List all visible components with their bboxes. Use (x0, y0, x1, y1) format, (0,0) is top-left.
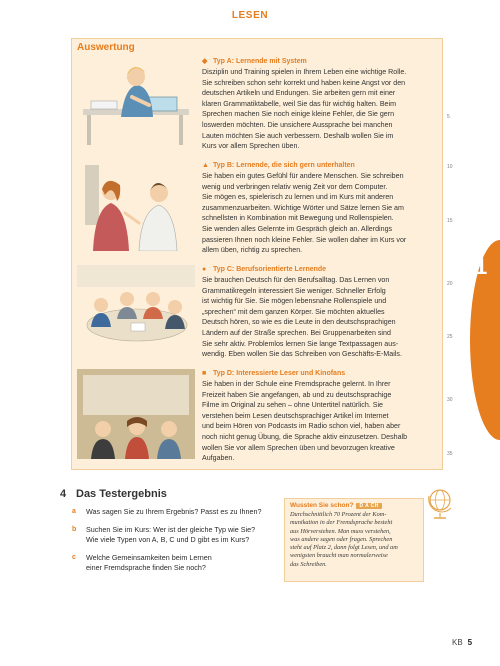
question-letter: b (72, 526, 77, 533)
panel-title: Auswertung (77, 42, 135, 53)
entry-text: Sie haben ein gutes Gefühl für andere Menschen. Sie schreiben wenig und verbringen relativ wenig Zeit vor dem Computer. Sie mögen es, spielerisch zu lernen und im Kurs mit anderen zusammenzuarbeiten. Wichtige Wörter und Sätze lernen Sie am schnellsten in Kombination mit Bewegung und Rollenspielen. Sie wenden alles Gelernte im Gespräch gleich an. Allerdings passieren Ihnen noch kleine Fehler. Sie wollen daher im Kurs vor allem üben, richtig zu sprechen. (202, 172, 407, 255)
entry-type-a (202, 57, 438, 152)
line-number: 5 (447, 114, 450, 120)
footer-label: KB (452, 638, 463, 647)
illustration-type-d (77, 369, 195, 459)
question-letter: a (72, 508, 76, 515)
line-number: 10 (447, 164, 453, 170)
entry-heading: ■ Typ D: Interessierte Leser und Kinofans (202, 370, 346, 377)
line-number: 20 (447, 281, 453, 287)
circle-icon: ● (202, 266, 207, 273)
illustration-type-c (77, 265, 195, 355)
line-number: 25 (447, 334, 453, 340)
page-number: 5 (467, 638, 473, 647)
entry-heading: ▲ Typ B: Lernende, die sich gern unterhalten (202, 162, 355, 169)
triangle-icon: ▲ (202, 162, 209, 169)
section-number: 4 (60, 488, 67, 500)
line-number: 30 (447, 397, 453, 403)
line-number: 35 (447, 451, 453, 457)
entry-heading: ● Typ C: Berufsorientierte Lernende (202, 266, 327, 273)
entry-text: Sie brauchen Deutsch für den Berufsalltag. Das Lernen von Grammatikregeln interessiert Sie weniger. Schneller Erfolg ist wichtig für Sie. Sie mögen lebensnahe Rollenspiele und „sprechen“ mit dem ganzen Körper. Sie möchten aktuelles Deutsch hören, so wie es die Leute in den deutschsprachigen Ländern auf der Straße sprechen. Bei Gruppenarbeiten sind Sie sehr aktiv. Problemlos lernen Sie lange Textpassagen aus- wendig. Eben wollen Sie das Schreiben von Geschäfts-E-Mails. (202, 276, 402, 359)
entry-type-d (202, 369, 438, 464)
entry-type-b (202, 161, 438, 256)
question-text: Was sagen Sie zu Ihrem Ergebnis? Passt es zu Ihnen? (86, 507, 262, 516)
section-title: LESEN (231, 10, 269, 21)
illustration-type-a (77, 57, 195, 147)
illustration-type-b (77, 161, 195, 251)
section-heading: Das Testergebnis (76, 488, 167, 500)
dach-badge: D A CH (356, 503, 381, 509)
entry-text: Sie haben in der Schule eine Fremdsprache gelernt. In Ihrer Freizeit haben Sie angefangen, ab und zu deutschsprachige Filme im Original zu sehen – ohne Untertitel natürlich. Sie verstehen beim Lesen deutschsprachiger Artikel im Internet und beim Hören von Podcasts im Radio schon viel, haben aber noch nicht genug Übung, die Sprache aktiv einzusetzen. Deshalb wollen Sie vor allem Sprechen üben und bevorzugen kreative Aufgaben. (202, 380, 408, 463)
question-text: Suchen Sie im Kurs: Wer ist der gleiche Typ wie Sie? Wie viele Typen von A, B, C und D gibt es im Kurs? (86, 525, 256, 544)
entry-heading: ◆ Typ A: Lernende mit System (202, 58, 307, 65)
diamond-icon: ◆ (202, 58, 208, 65)
did-you-know-box (284, 498, 424, 582)
page-footer (452, 638, 472, 647)
evaluation-panel (71, 38, 443, 470)
chapter-number: 1 (475, 254, 488, 279)
question-text: Welche Gemeinsamkeiten beim Lernen einer Fremdsprache finden Sie noch? (86, 553, 212, 572)
info-text: Durchschnittlich 70 Prozent der Kom- munikation in der Fremdsprache besteht aus Hörverstehen. Man muss verstehen, was andere sagen oder fragen. Sprechen steht auf Platz 2, dann folgt Lesen, und am wenigsten braucht man normalerweise das Schreiben. (290, 511, 398, 568)
square-icon: ■ (202, 370, 207, 377)
entry-text: Disziplin und Training spielen in Ihrem Leben eine wichtige Rolle. Sie schreiben schon sehr korrekt und haben keine Angst vor den deutschen Artikeln und Endungen. Sie arbeiten gern mit einer klaren Grammatiktabelle, weil Sie das für wichtig halten. Beim Sprechen machen Sie noch einige kleine Fehler, die Sie gern loswerden möchten. Die unsichere Aussprache bei manchen Lauten möchten Sie auch verbessern. Deshalb wollen Sie im Kurs vor allem Sprechen üben. (202, 68, 407, 151)
line-number: 15 (447, 218, 453, 224)
entry-type-c (202, 265, 438, 360)
info-heading: Wussten Sie schon? D A CH (290, 502, 418, 509)
globe-icon (425, 486, 455, 525)
question-letter: c (72, 554, 76, 561)
